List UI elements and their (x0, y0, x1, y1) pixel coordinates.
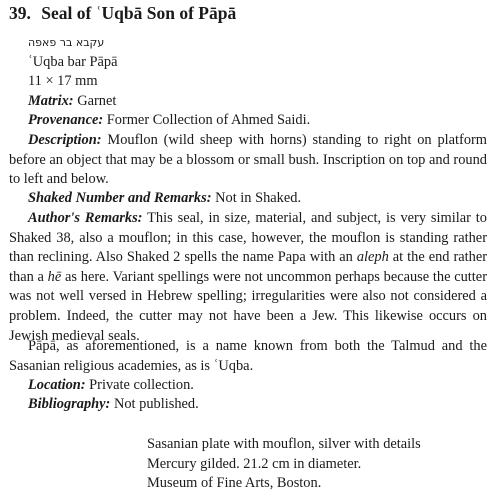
provenance-value: Former Collection of Ahmed Saidi. (106, 112, 311, 128)
remarks-aleph: aleph (356, 249, 389, 266)
remarks-he: hē (47, 268, 62, 285)
entry-number: 39. (9, 3, 31, 23)
caption-line-2: Mercury gilded. 21.2 cm in diameter. (147, 455, 362, 472)
figure-caption (147, 435, 447, 494)
description-paragraph (9, 131, 487, 190)
matrix-label: Matrix: (28, 93, 74, 109)
description-value: Mouflon (wild sheep with horns) standing to right on platform before an object that may be a blossom or small bush. Inscription on top and round to left and below. (9, 132, 487, 188)
entry-title: Seal of ʿUqbā Son of Pāpā (41, 3, 237, 23)
remarks-text-2: at the end rather than a (9, 249, 488, 285)
shaked-value: Not in Shaked. (215, 190, 302, 206)
shaked-line (28, 189, 301, 209)
hebrew-inscription: עקבא בר פאפה (28, 36, 105, 49)
description-label: Description: (28, 132, 102, 148)
bibliography-line (28, 395, 199, 415)
location-label: Location: (28, 377, 86, 393)
remarks-text-1: This seal, in size, material, and subject, is very similar to Shaked 38, also a mouflon; in this case, however, the mouflon is standing rather than reclining. Also Shaked 2 spells the name Papa with an (9, 210, 487, 266)
location-line (28, 376, 194, 396)
shaked-label: Shaked Number and Remarks: (28, 190, 212, 206)
provenance-line (28, 111, 310, 131)
papa-paragraph (9, 337, 487, 376)
provenance-label: Provenance: (28, 112, 104, 128)
papa-text: Pāpā, as aforementioned, is a name known from both the Talmud and the Sasanian religious academies, as is ʿUqba. (9, 338, 487, 374)
caption-line-3: Museum of Fine Arts, Boston. (147, 475, 322, 491)
caption-line-1: Sasanian plate with mouflon, silver with details (147, 436, 421, 452)
remarks-text-3: as here. Variant spellings were not uncommon perhaps because the cutter was not well versed in Hebrew spelling; irregularities were also not considered a problem. Indeed, the cutter may not have been a Jew. This likewise occurs on Jewish medieval seals. (9, 268, 487, 344)
matrix-value: Garnet (77, 93, 117, 109)
seal-size: 11 × 17 mm (28, 73, 98, 89)
remarks-label: Author's Remarks: (28, 210, 143, 226)
entry-heading (9, 2, 236, 24)
remarks-paragraph (9, 209, 487, 346)
transliteration: ʿUqba bar Pāpā (28, 54, 118, 70)
bibliography-label: Bibliography: (28, 396, 111, 412)
matrix-line (28, 92, 116, 112)
bibliography-value: Not published. (113, 396, 199, 412)
location-value: Private collection. (89, 377, 194, 393)
